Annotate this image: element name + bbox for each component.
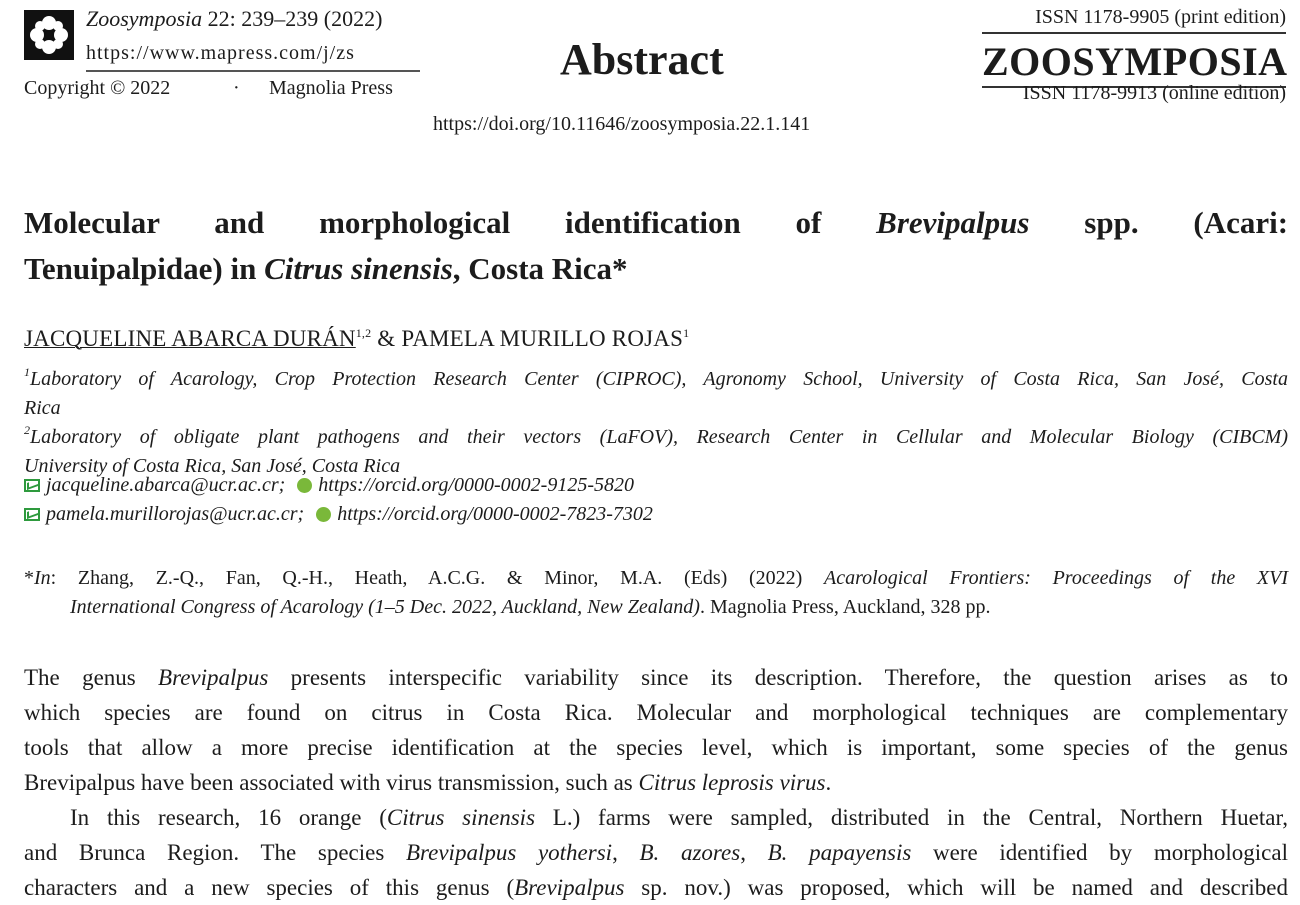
email-link[interactable]: pamela.murillorojas@ucr.ac.cr; — [46, 503, 305, 525]
flower-logo-icon — [24, 10, 74, 60]
citation-book-title: International Congress of Acarology (1–5 Dec. 2022, Auckland, New Zealand) — [70, 596, 700, 618]
issn-online: ISSN 1178-9913 (online edition) — [1022, 82, 1286, 104]
affiliation-1 — [24, 358, 1288, 423]
publisher-logo — [24, 10, 74, 60]
title-word: spp. — [1084, 205, 1139, 240]
proceedings-citation — [24, 564, 1288, 622]
body-line — [24, 835, 1288, 870]
journal-citation — [86, 6, 382, 32]
body-virus: Citrus leprosis virus — [638, 770, 826, 795]
body-genus: Brevipalpus — [158, 665, 269, 690]
body-species: Citrus sinensis — [386, 805, 536, 830]
author-affiliation-mark: 1,2 — [355, 326, 372, 340]
body-line — [24, 660, 1288, 695]
citation-in: In — [34, 567, 51, 589]
affiliation-text: University of Costa Rica, San José, Costa Rica — [24, 455, 401, 477]
contact-row — [24, 503, 653, 526]
body-text: In this research, 16 orange ( — [70, 805, 387, 830]
copyright: Copyright © 2022 — [24, 77, 171, 99]
body-text: L.) farms were sampled, distributed in the Central, Northern Huetar, — [535, 805, 1288, 830]
title-line-2 — [24, 246, 1288, 292]
body-text: presents interspecific variability since its description. Therefore, the question arises as to — [268, 665, 1289, 690]
body-text: sp. nov.) was proposed, which will be named and described — [624, 875, 1289, 900]
journal-name: Zoosymposia — [86, 6, 203, 31]
title-line-1 — [24, 200, 1288, 246]
body-text: and Brunca Region. The species — [24, 840, 406, 865]
author-list — [24, 326, 689, 352]
body-text: . — [825, 770, 832, 795]
title-species: Citrus sinensis — [264, 251, 453, 286]
author-name[interactable]: JACQUELINE ABARCA DURÁN — [24, 326, 356, 351]
affiliation-text: Laboratory of obligate plant pathogens and their vectors (LaFOV), Research Center in Cellular and Molecular Biology (CIBCM) — [30, 426, 1288, 448]
body-text: , — [612, 840, 640, 865]
affiliation-2 — [24, 416, 1288, 481]
body-line — [24, 765, 1288, 800]
doi-link[interactable]: https://doi.org/10.11646/zoosymposia.22.1.141 — [433, 113, 811, 135]
author-affiliation-mark: 1 — [683, 326, 690, 340]
title-word: of — [795, 205, 822, 240]
citation-line-1 — [24, 564, 1288, 593]
affiliation-text: Laboratory of Acarology, Crop Protection Research Center (CIPROC), Agronomy School, University of Costa Rica, San José, Costa — [30, 368, 1288, 390]
citation-text: . Magnolia Press, Auckland, 328 pp. — [699, 596, 991, 618]
issn-print: ISSN 1178-9905 (print edition) — [1035, 6, 1286, 28]
title-word: and — [214, 205, 265, 240]
body-line: tools that allow a more precise identification at the species level, which is important, some species of the genus — [24, 735, 1288, 760]
body-line — [24, 800, 1288, 835]
journal-volume-pages: 22: 239–239 (2022) — [202, 6, 383, 31]
affiliation-mark: 1 — [24, 365, 30, 379]
mail-icon — [24, 508, 40, 521]
email-link[interactable]: jacqueline.abarca@ucr.ac.cr; — [46, 474, 286, 496]
title-text: Tenuipalpidae) in — [24, 251, 265, 286]
body-species: B. azores — [639, 840, 741, 865]
mail-icon — [24, 479, 40, 492]
brand-rule-top — [982, 32, 1286, 34]
article-title — [24, 200, 1288, 292]
orcid-link[interactable]: https://orcid.org/0000-0002-7823-7302 — [337, 503, 653, 525]
body-species: B. papayensis — [767, 840, 912, 865]
body-text: were identified by morphological — [911, 840, 1288, 865]
contact-row — [24, 474, 634, 497]
abstract-body — [24, 660, 1288, 905]
publisher-name: Magnolia Press — [269, 77, 393, 99]
title-genus: Brevipalpus — [876, 205, 1030, 240]
title-word: identification — [565, 205, 741, 240]
journal-url-link[interactable]: https://www.mapress.com/j/zs — [86, 42, 355, 64]
body-genus: Brevipalpus — [514, 875, 625, 900]
orcid-icon — [316, 507, 331, 522]
title-word: (Acari: — [1193, 205, 1289, 240]
body-text: , — [740, 840, 768, 865]
affiliation-line — [24, 358, 1288, 394]
body-text: The genus — [24, 665, 159, 690]
citation-asterisk: * — [24, 567, 34, 589]
copyright-separator: · — [233, 77, 240, 99]
author-name: PAMELA MURILLO ROJAS — [401, 326, 684, 351]
header-divider — [86, 70, 420, 72]
section-label: Abstract — [560, 35, 724, 84]
affiliation-text: Rica — [24, 397, 61, 419]
citation-line-2 — [24, 593, 1288, 622]
title-word: morphological — [319, 205, 511, 240]
affiliation-line — [24, 416, 1288, 452]
title-text: , Costa Rica* — [452, 251, 628, 286]
author-joiner: & — [371, 326, 402, 351]
affiliation-mark: 2 — [24, 423, 30, 437]
orcid-icon — [297, 478, 312, 493]
orcid-link[interactable]: https://orcid.org/0000-0002-9125-5820 — [318, 474, 634, 496]
body-line: which species are found on citrus in Costa Rica. Molecular and morphological techniques are complementary — [24, 700, 1288, 725]
title-word: Molecular — [24, 205, 160, 240]
journal-brand: ZOOSYMPOSIA — [982, 39, 1288, 84]
body-species: Brevipalpus yothersi — [405, 840, 613, 865]
body-text: Brevipalpus have been associated with virus transmission, such as — [24, 770, 639, 795]
citation-text: : Zhang, Z.-Q., Fan, Q.-H., Heath, A.C.G. & Minor, M.A. (Eds) (2022) — [50, 567, 825, 589]
body-text: characters and a new species of this genus ( — [24, 875, 515, 900]
citation-book-title: Acarological Frontiers: Proceedings of the XVI — [824, 567, 1288, 589]
